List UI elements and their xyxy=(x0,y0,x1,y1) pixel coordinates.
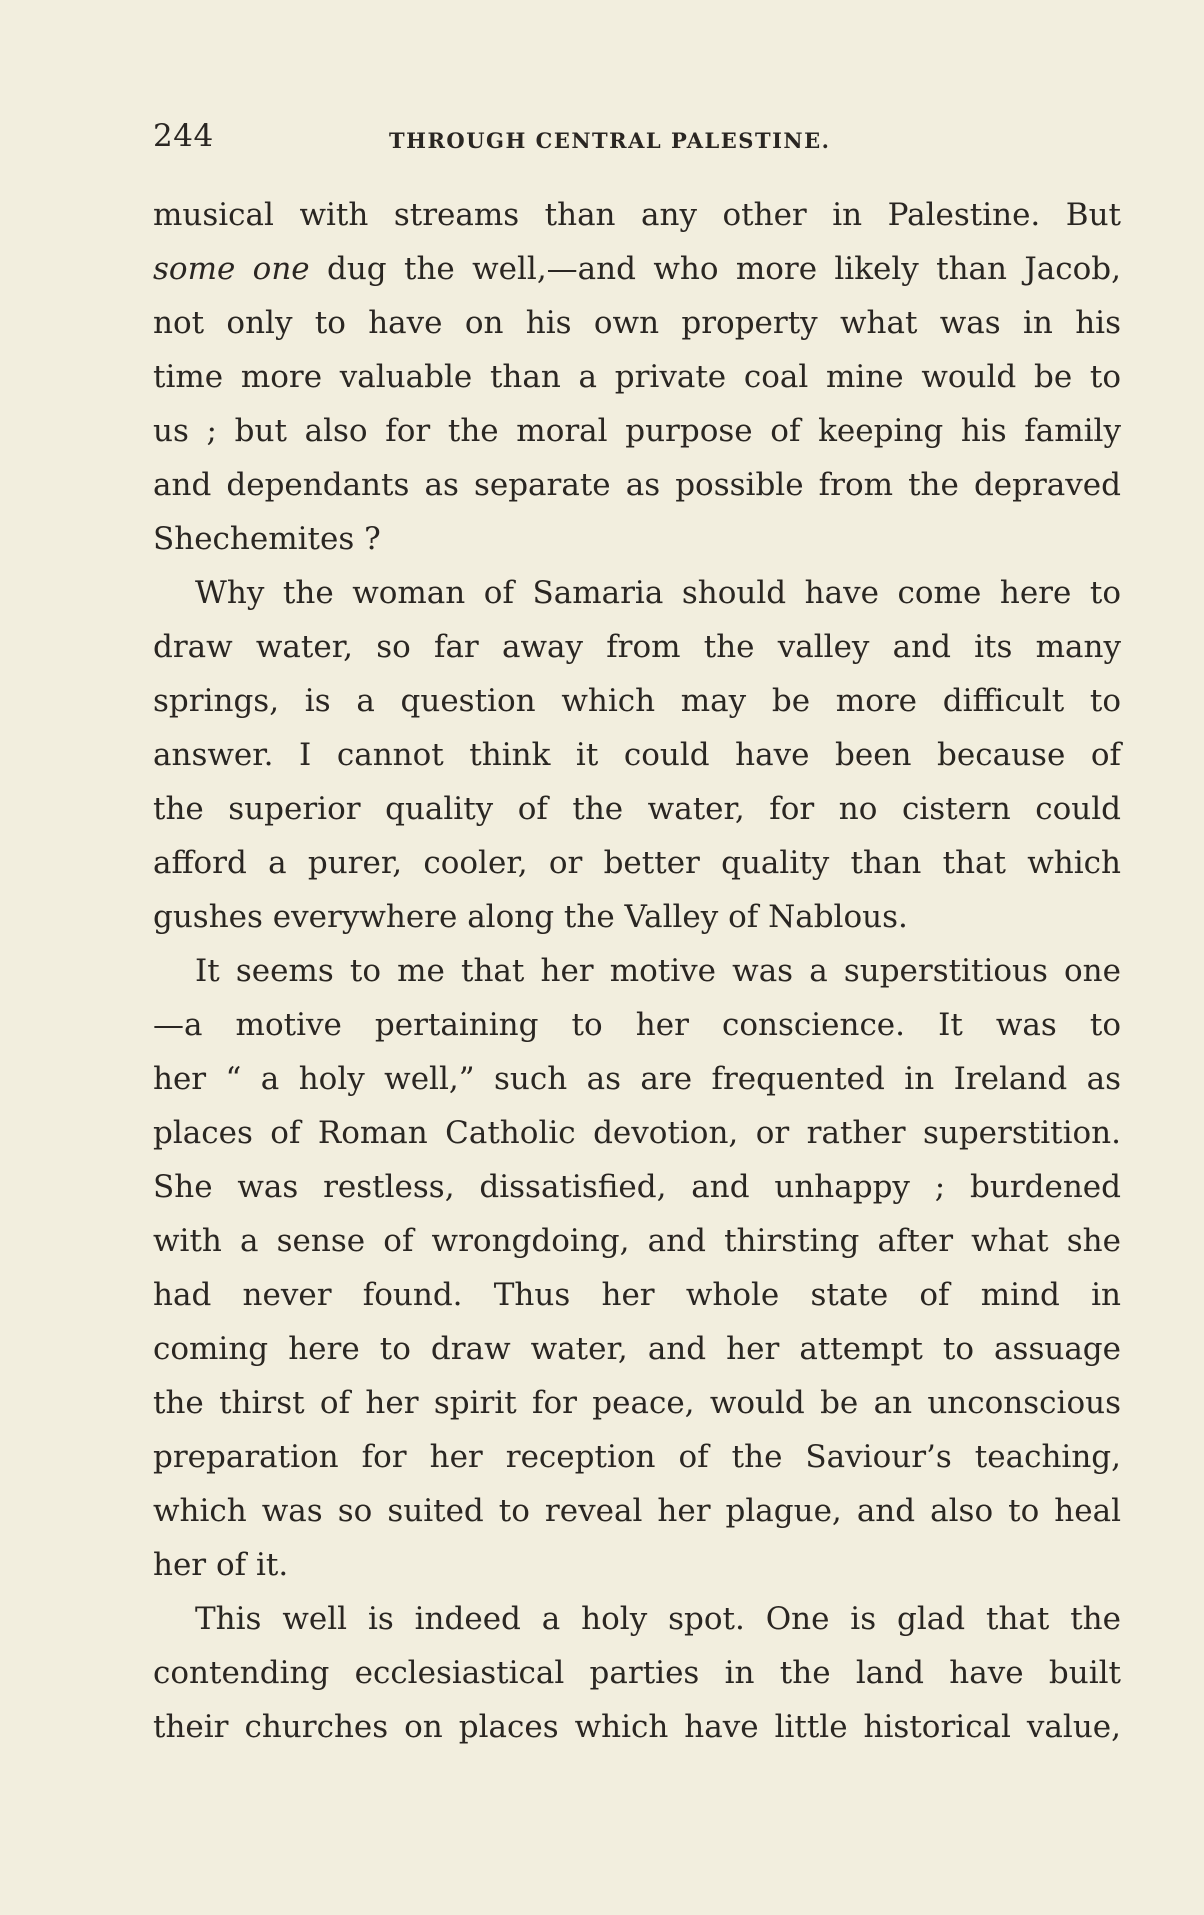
running-title: THROUGH CENTRAL PALESTINE. xyxy=(389,128,831,153)
text-line: contending ecclesiastical parties in the land have built xyxy=(153,1655,1121,1691)
text-line: with a sense of wrongdoing, and thirsting after what she xyxy=(153,1223,1121,1259)
text-line: coming here to draw water, and her attempt to assuage xyxy=(153,1331,1121,1367)
text-line: answer. I cannot think it could have been because of xyxy=(153,737,1121,773)
text-line: the superior quality of the water, for no cistern could xyxy=(153,791,1121,827)
italic-text: some one xyxy=(153,251,310,287)
text-line: Why the woman of Samaria should have come here to xyxy=(195,575,1121,611)
text-line: This well is indeed a holy spot. One is glad that the xyxy=(195,1601,1121,1637)
text-line: not only to have on his own property what was in his xyxy=(153,305,1121,341)
text-line: gushes everywhere along the Valley of Nablous. xyxy=(153,899,908,935)
text-line: her of it. xyxy=(153,1547,289,1583)
text-line: It seems to me that her motive was a superstitious one xyxy=(195,953,1121,989)
text-line: afford a purer, cooler, or better quality than that which xyxy=(153,845,1121,881)
text-line: She was restless, dissatisfied, and unhappy ; burdened xyxy=(153,1169,1121,1205)
text-line: her “ a holy well,” such as are frequented in Ireland as xyxy=(153,1061,1121,1097)
text-line: us ; but also for the moral purpose of keeping his family xyxy=(153,413,1121,449)
text-line: and dependants as separate as possible from the depraved xyxy=(153,467,1121,503)
text-line: draw water, so far away from the valley and its many xyxy=(153,629,1121,665)
text-line: —a motive pertaining to her conscience. It was to xyxy=(153,1007,1121,1043)
running-head xyxy=(153,118,1121,166)
text-line: had never found. Thus her whole state of mind in xyxy=(153,1277,1121,1313)
text-line: the thirst of her spirit for peace, would be an unconscious xyxy=(153,1385,1121,1421)
text-line: time more valuable than a private coal mine would be to xyxy=(153,359,1121,395)
text-line: which was so suited to reveal her plague, and also to heal xyxy=(153,1493,1121,1529)
text-span: dug the well,—and who more likely than Jacob, xyxy=(309,251,1121,287)
text-line: places of Roman Catholic devotion, or rather superstition. xyxy=(153,1115,1121,1151)
text-line: springs, is a question which may be more difficult to xyxy=(153,683,1121,719)
text-line: their churches on places which have little historical value, xyxy=(153,1709,1121,1745)
body-text xyxy=(153,188,1121,1754)
text-line: musical with streams than any other in Palestine. But xyxy=(153,197,1121,233)
page-number: 244 xyxy=(153,118,214,154)
text-line: Shechemites ? xyxy=(153,521,381,557)
text-line: preparation for her reception of the Saviour’s teaching, xyxy=(153,1439,1121,1475)
text-line xyxy=(153,242,1121,296)
